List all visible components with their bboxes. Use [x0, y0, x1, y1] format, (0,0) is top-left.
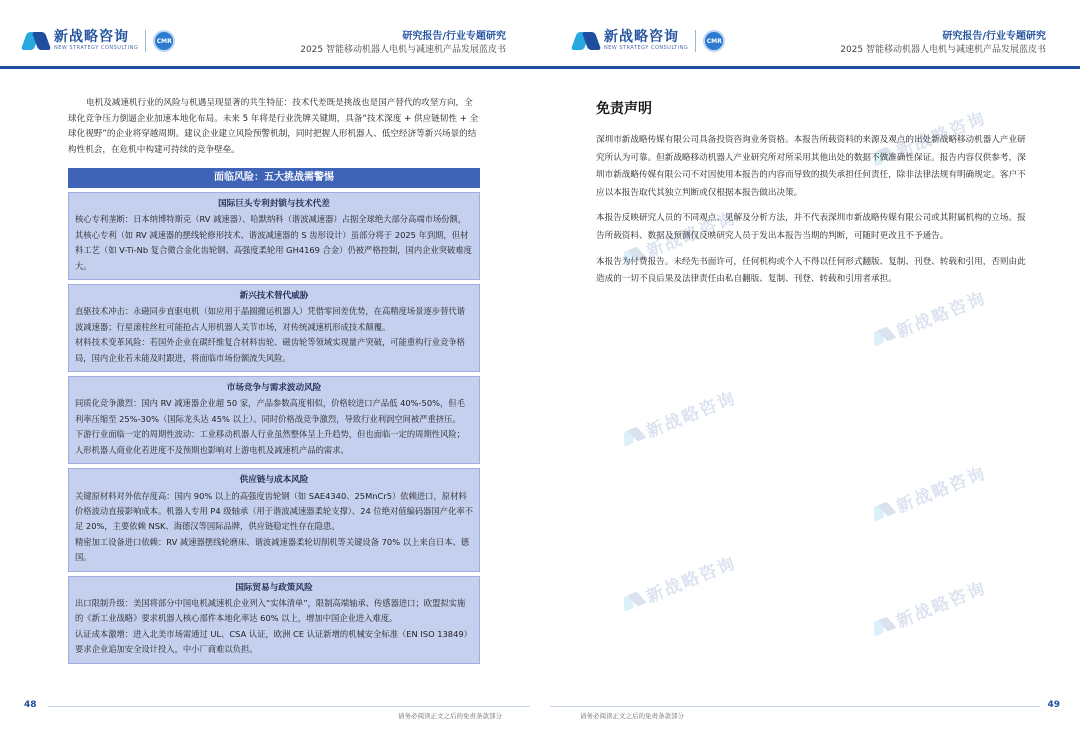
risk-paragraph: 认证成本激增：进入北美市场需通过 UL、CSA 认证，欧洲 CE 认证新增的机械安全标准（EN ISO 13849）要求企业追加安全设计投入，中小厂商难以负担。 [75, 628, 472, 655]
intro-paragraph [68, 96, 480, 158]
disclaimer-title: 免责声明 [596, 101, 652, 117]
risk-section-header: 面临风险：五大挑战需警惕 [68, 168, 480, 188]
risk-paragraph: 直驱技术冲击：永磁同步直驱电机（如应用于晶圆搬运机器人）凭借零回差优势，在高精度场景逐步替代谐波减速器；行星滚柱丝杠可能抢占人形机器人关节市场，对传统减速机形成技术颠覆。 [75, 306, 465, 332]
watermark-logo-icon [870, 459, 990, 527]
watermark-logo-icon [620, 384, 740, 452]
disclaimer-paragraph: 深圳市新战略传媒有限公司具备投资咨询业务资格。本报告所载资料的来源及观点的出处新战略移动机器人产业研究所认为可靠。但新战略移动机器人产业研究所对所采用其他出处的数据不做准确性保证。报告内容仅供参考，深圳市新战略传媒有限公司不对因使用本报告的内容而导致的损失承担任何责任，除非法律法规有明确规定。客户不应以本报告取代其独立判断或仅根据本报告做出决策。 [596, 135, 1026, 198]
left-page-number: 48 [24, 700, 37, 710]
left-footer-note: 请务必阅读正文之后的免责条款部分 [398, 712, 502, 720]
left-cmr-badge-icon: CMR [153, 30, 175, 52]
watermark-text: 新战略咨询 [893, 288, 990, 343]
risk-paragraph: 下游行业面临一定的周期性波动：工业移动机器人行业虽然整体呈上升趋势，但也面临一定的周期性风险；人形机器人商业化若进度不及预期也影响对上游电机及减速机产品的需求。 [75, 429, 465, 455]
risk-paragraph: 材料技术变革风险：若国外企业在碳纤维复合材料齿轮、磁齿轮等领域实现量产突破，可能重构行业竞争格局，国内企业若未能及时跟进，将面临市场份额流失风险。 [75, 337, 465, 363]
watermark-text: 新战略咨询 [893, 578, 990, 633]
disclaimer-body [596, 132, 1034, 297]
risk-box-supply-chain [68, 468, 480, 571]
right-cmr-badge-icon: CMR [703, 30, 725, 52]
right-footer-note: 请务必阅读正文之后的免责条款部分 [580, 712, 684, 720]
risk-paragraph: 精密加工设备进口依赖：RV 减速器摆线轮磨床、谐波减速器柔轮切削机等关键设备 70% 以上来自日本、德国。 [75, 536, 470, 563]
left-logo-mark-icon [24, 30, 50, 52]
right-page-number: 49 [1047, 700, 1060, 710]
left-header-subtitle: 2025 智能移动机器人电机与减速机产品发展蓝皮书 [300, 45, 506, 55]
risk-box-tech-substitution [68, 284, 480, 372]
left-header-titles [300, 30, 506, 57]
right-header-title: 研究报告/行业专题研究 [942, 31, 1046, 42]
right-header-subtitle: 2025 智能移动机器人电机与减速机产品发展蓝皮书 [840, 45, 1046, 55]
watermark-text: 新战略咨询 [893, 463, 990, 518]
risk-paragraph: 核心专利垄断：日本纳博特斯克（RV 减速器）、哈默纳科（谐波减速器）占据全球绝大部分高端市场份额，其核心专利（如 RV 减速器的摆线轮修形技术、谐波减速器的 S 齿形设计）虽部分将于 2025 年到期，但材料工艺（如 V-Ti-Nb 复合微合金化齿轮钢、高强度柔轮用 GH4169 合金）仍被严格控制，国内企业突破难度大。 [75, 214, 472, 271]
risk-title: 市场竞争与需求波动风险 [226, 383, 322, 394]
disclaimer-paragraph: 本报告为付费报告。未经先书面许可，任何机构或个人不得以任何形式翻版、复制、刊登、转载和引用，否则由此造成的一切不良后果及法律责任由私自翻版、复制、刊登、转载和引用者承担。 [596, 256, 1026, 285]
risk-box-patent [68, 192, 480, 280]
right-logo-mark-icon [574, 30, 600, 52]
watermark-logo-icon [870, 574, 990, 642]
risk-box-trade-policy [68, 576, 480, 664]
risk-title: 国际巨头专利封锁与技术代差 [218, 199, 330, 209]
watermark-text: 新战略咨询 [893, 108, 990, 163]
left-logo-cn: 新战略咨询 [54, 29, 129, 45]
left-footer-line [48, 706, 530, 707]
risk-paragraph: 出口限制升级：美国将部分中国电机减速机企业列入“实体清单”，限制高端轴承、传感器进口；欧盟拟实施的《新工业战略》要求机器人核心部件本地化率达 60% 以上，增加中国企业进入难度。 [75, 597, 466, 624]
right-page [540, 0, 1080, 732]
watermark-logo-icon [620, 549, 740, 617]
left-logo-divider [145, 30, 146, 52]
watermark-text: 新战略咨询 [643, 208, 740, 263]
risk-paragraph: 关键原材料对外依存度高：国内 90% 以上的高强度齿轮钢（如 SAE4340、25MnCr5）依赖进口，原材料价格波动直接影响成本。机器人专用 P4 级轴承（用于谐波减速器柔轮支撑）、24 位绝对值编码器国产化率不足 20%，主要依赖 NSK、海德汉等国际品牌，供应链稳定性存在隐患。 [75, 490, 473, 532]
right-logo-en: NEW STRATEGY CONSULTING [604, 45, 689, 51]
right-header-titles [840, 30, 1046, 57]
right-logo-cn: 新战略咨询 [604, 29, 679, 45]
left-page-header [0, 0, 540, 69]
right-logo-divider [695, 30, 696, 52]
right-page-header [540, 0, 1080, 69]
watermark-text: 新战略咨询 [643, 553, 740, 608]
risk-title: 国际贸易与政策风险 [235, 582, 313, 593]
left-logo [24, 30, 175, 52]
intro-text: 电机及减速机行业的风险与机遇呈现显著的共生特征：技术代差既是挑战也是国产替代的攻坚方向，全球化竞争压力倒逼企业加速本地化布局。未来 5 年将是行业洗牌关键期，具备“技术深度 + 供应链韧性 + 全球化视野”的企业将穿越周期。建议企业建立风险预警机制，同时把握人形机器人、低空经济等新兴场景的结构性机会，在危机中构建可持续的竞争壁垒。 [68, 98, 479, 155]
right-logo [574, 30, 725, 52]
right-footer-line [550, 706, 1040, 707]
left-header-title: 研究报告/行业专题研究 [402, 31, 506, 42]
watermark-text: 新战略咨询 [643, 388, 740, 443]
disclaimer-paragraph: 本报告反映研究人员的不同观点、见解及分析方法，并不代表深圳市新战略传媒有限公司或其附属机构的立场。报告所载资料、数据及预测仅反映研究人员于发出本报告当期的判断，可随时更改且不予通告。 [596, 213, 1026, 241]
risk-title: 新兴技术替代威胁 [239, 291, 309, 302]
risk-section [68, 168, 480, 664]
risk-paragraph: 同质化竞争激烈：国内 RV 减速器企业超 50 家，产品参数高度相似，价格较进口产品低 40%-50%，但毛利率压缩至 25%-30%（国际龙头达 45% 以上）。同时价格战竞争激烈，导致行业利润空间被严重挤压。 [75, 398, 465, 424]
risk-title: 供应链与成本风险 [239, 475, 309, 486]
risk-box-market [68, 376, 480, 464]
left-logo-en: NEW STRATEGY CONSULTING [54, 45, 139, 51]
